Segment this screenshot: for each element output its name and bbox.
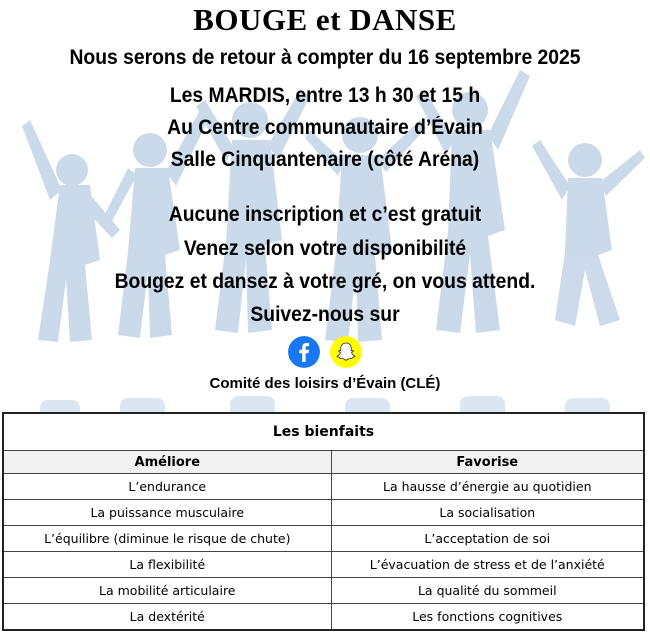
table-cell: L’acceptation de soi <box>331 526 644 552</box>
table-row <box>3 604 644 631</box>
social-icons <box>0 336 650 368</box>
venue-line: Au Centre communautaire d’Évain <box>167 116 483 139</box>
table-cell: L’endurance <box>3 474 331 500</box>
organization-name: Comité des loisirs d’Évain (CLÉ) <box>209 375 441 392</box>
benefits-table <box>2 412 645 631</box>
table-row <box>3 474 644 500</box>
table-cell: La mobilité articulaire <box>3 578 331 604</box>
facebook-icon[interactable] <box>288 336 320 368</box>
table-cell: L’équilibre (diminue le risque de chute) <box>3 526 331 552</box>
table-cell: La flexibilité <box>3 552 331 578</box>
availability-line: Venez selon votre disponibilité <box>183 237 467 260</box>
poster-title: BOUGE et DANSE <box>193 2 457 37</box>
table-row <box>3 578 644 604</box>
table-row <box>3 552 644 578</box>
table-cell: La puissance musculaire <box>3 500 331 526</box>
table-row <box>3 500 644 526</box>
return-date-line: Nous serons de retour à compter du 16 septembre 2025 <box>69 46 581 69</box>
follow-us-line: Suivez-nous sur <box>250 303 400 326</box>
table-cell: L’évacuation de stress et de l’anxiété <box>331 552 644 578</box>
schedule-line: Les MARDIS, entre 13 h 30 et 15 h <box>169 84 481 107</box>
table-row <box>3 526 644 552</box>
column-header-favorise: Favorise <box>331 451 644 474</box>
table-cell: La socialisation <box>331 500 644 526</box>
table-cell: Les fonctions cognitives <box>331 604 644 631</box>
table-cell: La hausse d’énergie au quotidien <box>331 474 644 500</box>
table-cell: La dextérité <box>3 604 331 631</box>
snapchat-icon[interactable] <box>330 336 362 368</box>
benefits-table-caption: Les bienfaits <box>3 413 644 451</box>
room-line: Salle Cinquantenaire (côté Aréna) <box>170 148 480 171</box>
invitation-line: Bougez et dansez à votre gré, on vous attend. <box>114 270 536 293</box>
table-cell: La qualité du sommeil <box>331 578 644 604</box>
free-line: Aucune inscription et c’est gratuit <box>168 203 482 226</box>
column-header-ameliore: Améliore <box>3 451 331 474</box>
